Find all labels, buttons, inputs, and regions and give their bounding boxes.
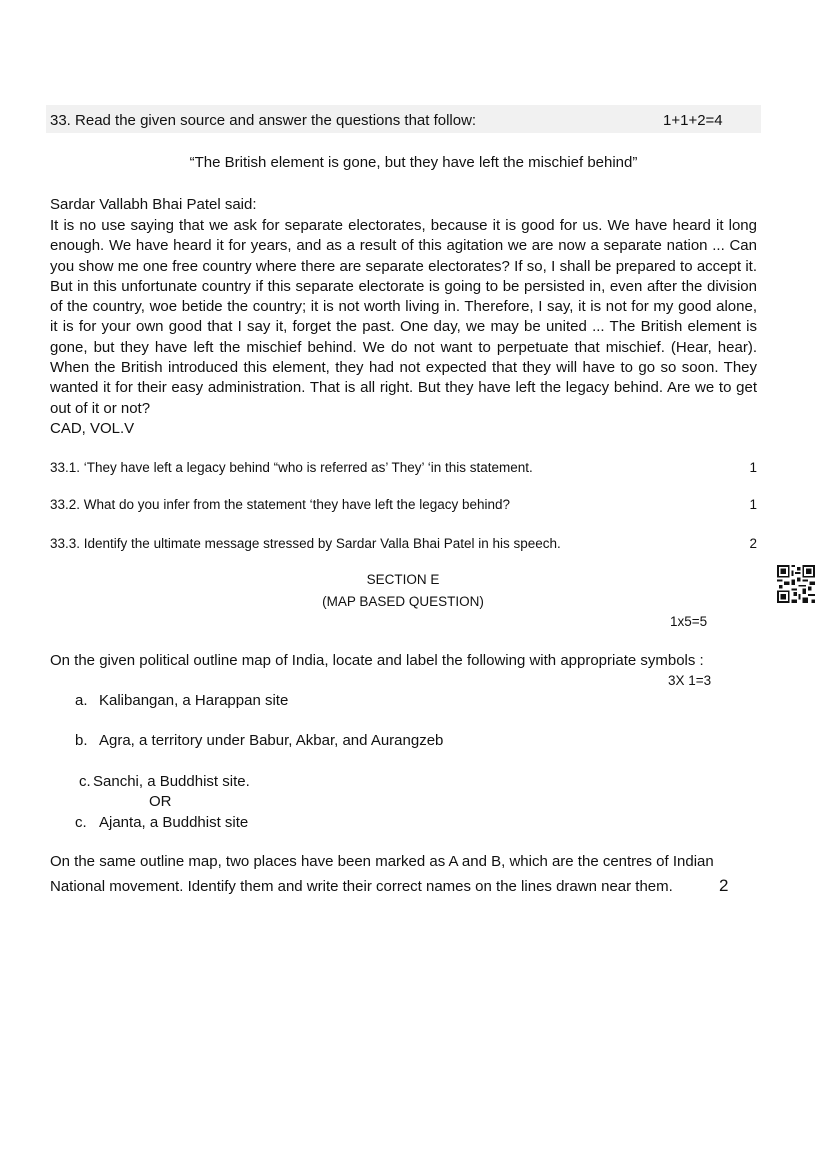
sub-question-33-2: 33.2. What do you infer from the statement ‘they have left the legacy behind? [50, 497, 511, 512]
map-final-marks: 2 [719, 876, 729, 895]
map-item-b-text: Agra, a territory under Babur, Akbar, and Aurangzeb [99, 732, 444, 749]
map-item-b-letter: b. [75, 732, 88, 749]
map-question-intro: On the given political outline map of India, locate and label the following with appropriate symbols : [50, 652, 704, 669]
or-label: OR [149, 793, 172, 810]
sub-question-33-3-marks: 2 [749, 536, 757, 551]
question-33-heading: 33. Read the given source and answer the questions that follow: [50, 112, 477, 129]
section-e-marks: 1x5=5 [670, 614, 708, 629]
map-item-a-letter: a. [75, 692, 88, 709]
section-e-title: SECTION E [366, 572, 440, 587]
map-item-c1-text: Sanchi, a Buddhist site. [93, 773, 250, 790]
source-quote-title: “The British element is gone, but they have left the mischief behind” [189, 154, 638, 171]
sub-question-33-1-marks: 1 [749, 460, 757, 475]
map-question-marks: 3X 1=3 [668, 673, 712, 688]
speaker-line: Sardar Vallabh Bhai Patel said: [50, 196, 257, 213]
sub-question-33-3: 33.3. Identify the ultimate message stressed by Sardar Valla Bhai Patel in his speech. [50, 536, 561, 551]
map-final-line-1: On the same outline map, two places have been marked as A and B, which are the centres of Indian [50, 853, 714, 870]
map-final-line-2: National movement. Identify them and write their correct names on the lines drawn near them. [50, 878, 673, 895]
map-item-c2-letter: c. [75, 814, 87, 831]
qr-code-icon [777, 565, 815, 603]
question-33-marks: 1+1+2=4 [663, 112, 723, 129]
sub-question-33-1: 33.1. ‘They have left a legacy behind “who is referred as’ They’ ‘in this statement. [50, 460, 533, 475]
source-citation: CAD, VOL.V [50, 420, 135, 437]
source-passage: It is no use saying that we ask for separate electorates, because it is good for us. We have heard it long enough. We have heard it for years, and as a result of this agitation we are now a separate nation ... Can you show me one free country where there are separate electorates? If so, I shall be prepared to accept it. But in this unfortunate country if this separate electorate is going to be persisted in, even after the division of the country, woe betide the country; it is not worth living in. Therefore, I say, it is not for my good alone, it is for your own good that I say it, forget the past. One day, we may be united ... The British element is gone, but they have left the mischief behind. We do not want to perpetuate that mischief. (Hear, hear). When the British introduced this element, they had not expected that they will have to go so soon. They wanted it for their easy administration. That is all right. But they have left the legacy behind. Are we to get out of it or not? [50, 217, 757, 417]
section-e-subtitle: (MAP BASED QUESTION) [322, 594, 484, 609]
map-item-c1-letter: c. [79, 773, 91, 790]
map-item-a-text: Kalibangan, a Harappan site [99, 692, 289, 709]
map-item-c2-text: Ajanta, a Buddhist site [99, 814, 249, 831]
sub-question-33-2-marks: 1 [749, 497, 757, 512]
